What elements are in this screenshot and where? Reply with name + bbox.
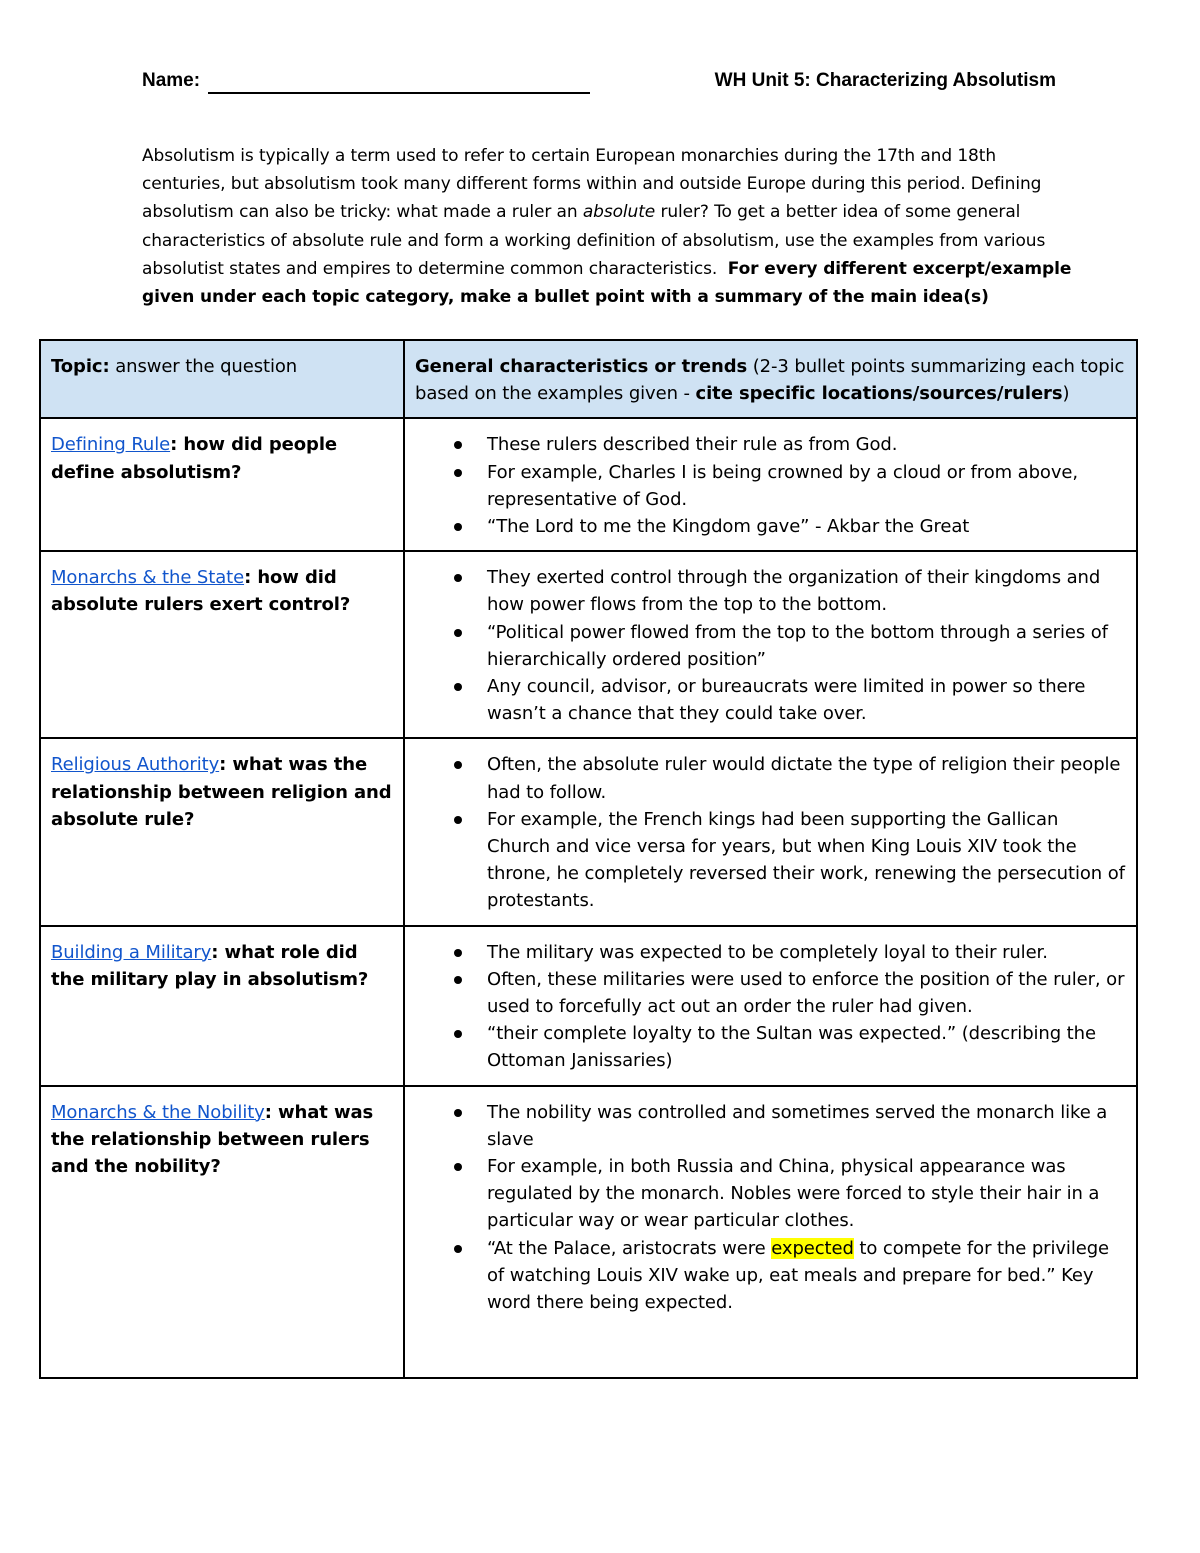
table-row	[40, 1086, 1137, 1378]
answer-cell[interactable]	[404, 738, 1137, 925]
document-title: WH Unit 5: Characterizing Absolutism	[714, 70, 1056, 91]
list-item: Any council, advisor, or bureaucrats were limited in power so there wasn’t a chance that they could take over.	[487, 673, 1126, 727]
topic-question: : what was the relationship between religion and absolute rule?	[51, 754, 392, 830]
topic-link-monarchs-state[interactable]: Monarchs & the State	[51, 567, 245, 589]
list-item: These rulers described their rule as from God.	[487, 431, 1126, 458]
header-char-mid: (2-3 bullet points summarizing each topic based on the examples given -	[415, 356, 1125, 405]
list-item: Often, these militaries were used to enforce the position of the ruler, or used to forcefully act out an order the ruler had given.	[487, 966, 1126, 1020]
topic-cell	[40, 551, 404, 738]
topic-link-building-military[interactable]: Building a Military	[51, 941, 212, 963]
quote-before: “At the Palace, aristocrats were	[487, 1237, 772, 1259]
list-item: The nobility was controlled and sometimes served the monarch like a slave	[487, 1099, 1126, 1153]
list-item: “their complete loyalty to the Sultan was expected.” (describing the Ottoman Janissaries)	[487, 1020, 1126, 1074]
intro-text-2: ruler? To get a better idea of some general characteristics of absolute rule and form a working definition of absolutism, use the examples from various absolutist states and empires to determine common characteristics.	[142, 202, 1046, 279]
topic-question: : what was the relationship between rulers and the nobility?	[51, 1101, 374, 1178]
header-topic-bold: Topic:	[51, 356, 110, 377]
header-topic-cell	[40, 340, 404, 418]
intro-text-1: Absolutism is typically a term used to refer to certain European monarchies during the 17th and 18th centuries, but absolutism took many different forms within and outside Europe during this period. Defining absolutism can also be tricky: what made a ruler an	[142, 146, 1042, 223]
answer-cell[interactable]	[404, 1086, 1137, 1378]
list-item: “The Lord to me the Kingdom gave” - Akbar the Great	[487, 513, 1126, 540]
header-char-bold2: cite specific locations/sources/rulers	[695, 383, 1063, 405]
topic-link-defining-rule[interactable]: Defining Rule	[51, 434, 171, 456]
intro-paragraph	[142, 142, 1072, 311]
topic-cell	[40, 926, 404, 1086]
list-item: For example, Charles I is being crowned by a cloud or from above, representative of God.	[487, 459, 1126, 513]
topic-link-monarchs-nobility[interactable]: Monarchs & the Nobility	[51, 1101, 265, 1123]
topic-cell	[40, 418, 404, 551]
table-row	[40, 418, 1137, 551]
topic-question: : what role did the military play in absolutism?	[51, 941, 369, 990]
table-row	[40, 926, 1137, 1086]
list-item: For example, the French kings had been supporting the Gallican Church and vice versa for years, but when King Louis XIV took the throne, he completely reversed their work, renewing the persecution of protestants.	[487, 806, 1126, 915]
list-item: “Political power flowed from the top to the bottom through a series of hierarchically ordered position”	[487, 619, 1126, 673]
list-item: The military was expected to be completely loyal to their ruler.	[487, 939, 1126, 966]
topic-cell	[40, 738, 404, 925]
header-characteristics-cell	[404, 340, 1137, 418]
list-item: For example, in both Russia and China, physical appearance was regulated by the monarch. Nobles were forced to style their hair in a particular way or wear particular clothes.	[487, 1153, 1126, 1235]
topic-link-religious-authority[interactable]: Religious Authority	[51, 754, 220, 776]
header-char-end: )	[1062, 383, 1070, 405]
highlighted-word: expected	[771, 1237, 854, 1259]
intro-italic: absolute	[582, 202, 656, 223]
answer-cell[interactable]	[404, 551, 1137, 738]
list-item: They exerted control through the organization of their kingdoms and how power flows from the top to the bottom.	[487, 564, 1126, 618]
list-item	[487, 1235, 1126, 1317]
name-label: Name:	[142, 70, 201, 91]
document-header	[142, 70, 1056, 100]
list-item: Often, the absolute ruler would dictate the type of religion their people had to follow.	[487, 751, 1126, 805]
characteristics-table	[39, 339, 1138, 1379]
header-char-bold: General characteristics or trends	[415, 356, 748, 377]
table-row	[40, 551, 1137, 738]
answer-cell[interactable]	[404, 418, 1137, 551]
quote-after: to compete for the privilege of watching Louis XIV wake up, eat meals and prepare for bed.” Key word there being expected.	[487, 1237, 1110, 1314]
topic-question: : how did absolute rulers exert control?	[51, 567, 351, 616]
table-header-row	[40, 340, 1137, 418]
name-blank-line[interactable]	[208, 92, 590, 94]
table-row	[40, 738, 1137, 925]
topic-cell	[40, 1086, 404, 1378]
header-topic-rest: answer the question	[109, 356, 298, 377]
intro-instructions: For every different excerpt/example given under each topic category, make a bullet point with a summary of the main idea(s)	[142, 258, 1072, 308]
answer-cell[interactable]	[404, 926, 1137, 1086]
topic-question: : how did people define absolutism?	[51, 434, 337, 483]
